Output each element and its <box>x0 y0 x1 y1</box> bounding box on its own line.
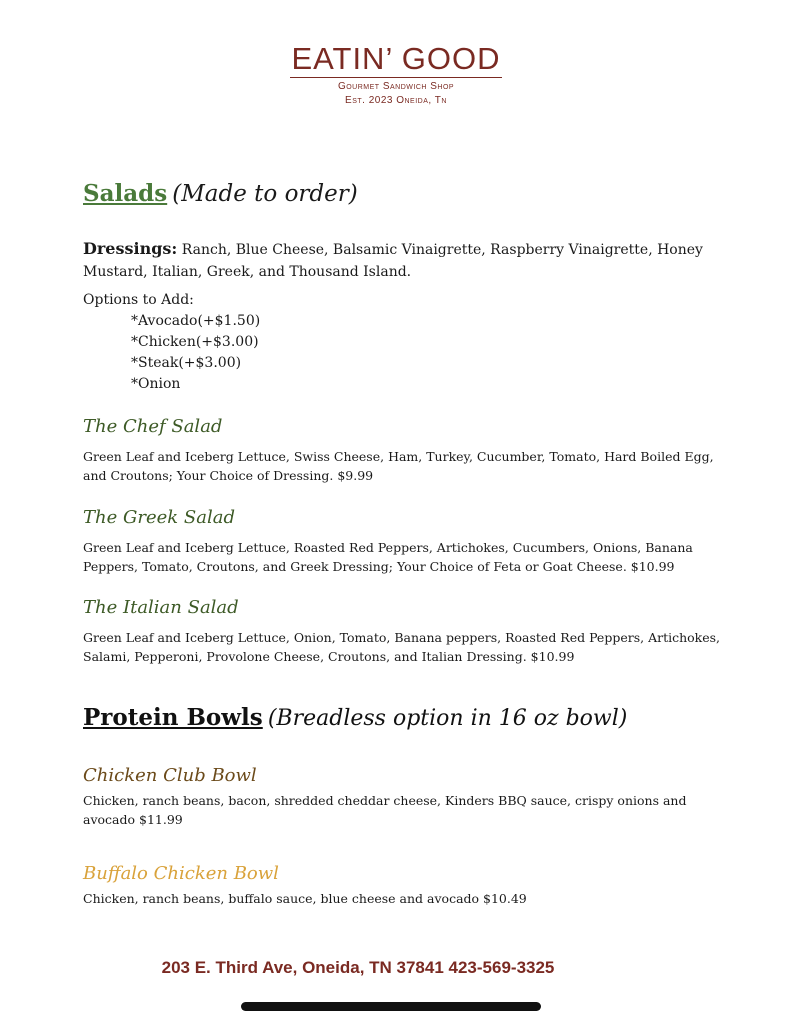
logo-title: EATIN’ GOOD <box>291 41 501 76</box>
menu-item-description: Chicken, ranch beans, buffalo sauce, blue cheese and avocado $10.49 <box>83 891 527 906</box>
option-item: *Chicken(+$3.00) <box>131 334 259 350</box>
salads-title: Salads <box>83 180 168 207</box>
salads-heading <box>83 180 358 207</box>
menu-item-name: Chicken Club Bowl <box>83 765 257 786</box>
dressings-text: Ranch, Blue Cheese, Balsamic Vinaigrette, Raspberry Vinaigrette, Honey Mustard, Italian, Greek, and Thousand Island. <box>83 242 703 280</box>
menu-item-name: The Italian Salad <box>83 597 239 618</box>
menu-item-description: Chicken, ranch beans, bacon, shredded cheddar cheese, Kinders BBQ sauce, crispy onions and avocado $11.99 <box>83 793 687 827</box>
dressings-label: Dressings: <box>83 239 178 258</box>
logo-established: Est. 2023 Oneida, Tn <box>345 95 447 106</box>
bowls-title: Protein Bowls <box>83 704 263 731</box>
salads-subtitle: (Made to order) <box>172 181 358 207</box>
bowls-heading <box>83 704 627 731</box>
option-item: *Steak(+$3.00) <box>131 355 242 371</box>
option-item: *Avocado(+$1.50) <box>131 313 261 329</box>
menu-item-name: The Chef Salad <box>83 416 223 437</box>
logo-subtitle: Gourmet Sandwich Shop <box>337 81 455 92</box>
footer-address: 203 E. Third Ave, Oneida, TN 37841 423-569-3325 <box>161 958 555 977</box>
options-label: Options to Add: <box>83 292 194 308</box>
bowls-subtitle: (Breadless option in 16 oz bowl) <box>267 706 628 731</box>
menu-item-description: Green Leaf and Iceberg Lettuce, Swiss Cheese, Ham, Turkey, Cucumber, Tomato, Hard Boiled Egg, and Croutons; Your Choice of Dressing. $9.99 <box>83 449 714 483</box>
menu-item-description: Green Leaf and Iceberg Lettuce, Onion, Tomato, Banana peppers, Roasted Red Peppers, Artichokes, Salami, Pepperoni, Provolone Cheese, Croutons, and Italian Dressing. $10.99 <box>83 630 721 664</box>
menu-item-name: The Greek Salad <box>83 507 235 528</box>
options-list <box>83 290 260 395</box>
option-item: *Onion <box>131 376 181 392</box>
home-indicator[interactable] <box>241 1002 541 1011</box>
logo <box>0 42 792 108</box>
logo-divider <box>290 77 502 78</box>
menu-item-description: Green Leaf and Iceberg Lettuce, Roasted Red Peppers, Artichokes, Cucumbers, Onions, Banana Peppers, Tomato, Croutons, and Greek Dressing; Your Choice of Feta or Goat Cheese. $10.99 <box>83 540 693 574</box>
dressings-paragraph <box>83 238 713 283</box>
menu-item-name: Buffalo Chicken Bowl <box>83 863 279 884</box>
